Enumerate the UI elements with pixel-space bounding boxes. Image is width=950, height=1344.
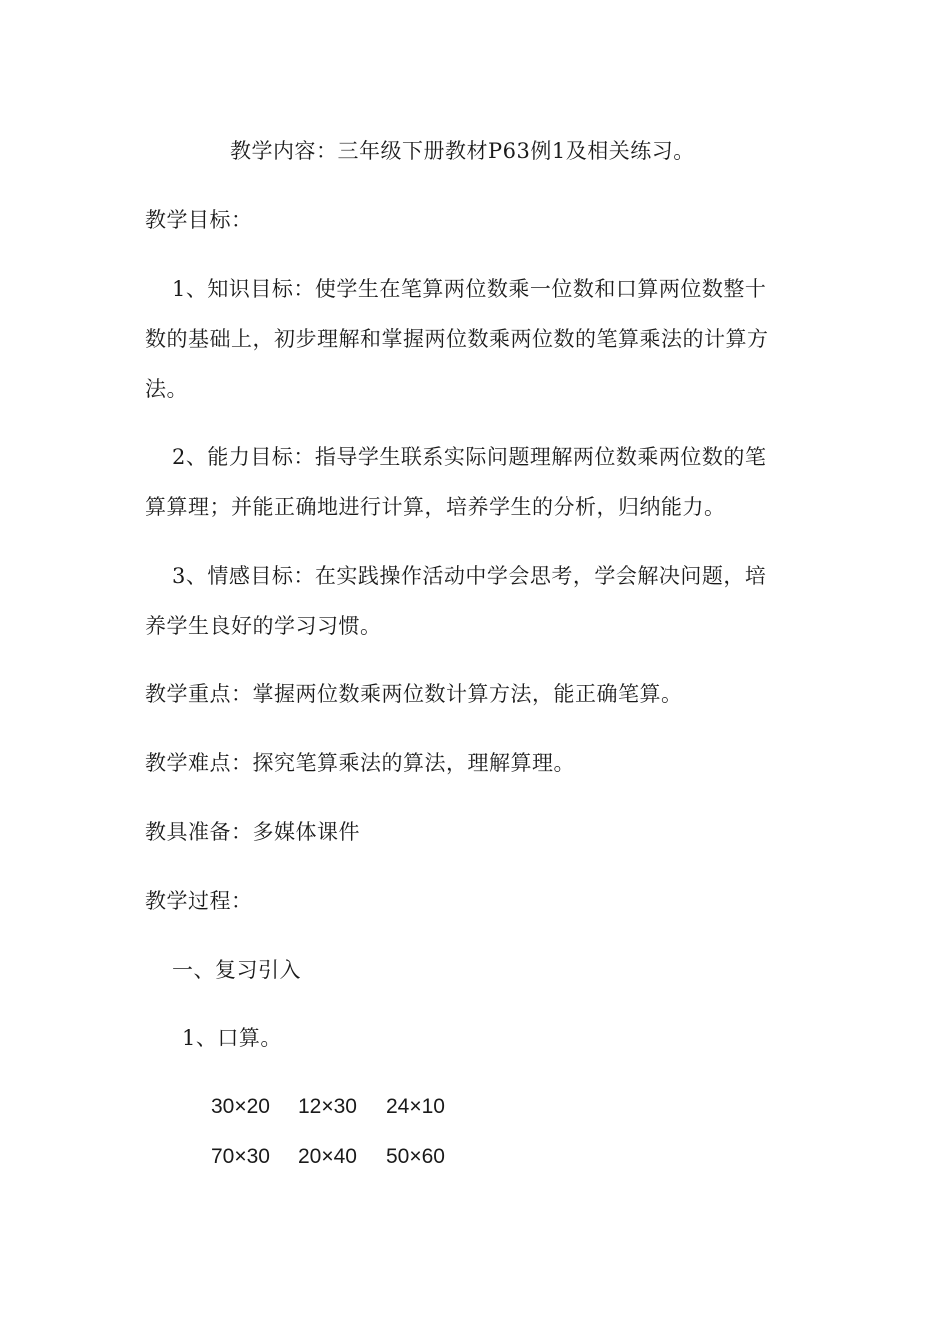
objective-3-line-1: 3、情感目标：在实践操作活动中学会思考，学会解决问题，培 [172,564,767,588]
objective-2-line-1: 2、能力目标：指导学生联系实际问题理解两位数乘两位数的笔 [172,445,767,469]
oral-calc-expression: 20×40 [298,1145,357,1168]
process-heading: 教学过程： [145,889,253,913]
oral-calc-row-2 [211,1143,456,1171]
key-point-line: 教学重点：掌握两位数乘两位数计算方法，能正确笔算。 [145,682,683,706]
section-1-heading: 一、复习引入 [172,958,301,982]
oral-calc-expression: 12×30 [298,1095,357,1118]
oral-calc-expression: 30×20 [211,1095,270,1118]
objective-1-line-3: 法。 [145,377,188,401]
materials-line: 教具准备：多媒体课件 [145,820,360,844]
difficulty-line: 教学难点：探究笔算乘法的算法，理解算理。 [145,751,575,775]
objective-3-line-2: 养学生良好的学习习惯。 [145,614,382,638]
oral-calc-expression: 50×60 [386,1145,445,1168]
objective-1-line-1: 1、知识目标：使学生在笔算两位数乘一位数和口算两位数整十 [172,277,767,301]
oral-calc-row-1 [211,1093,456,1121]
lesson-content-line: 教学内容：三年级下册教材P63例1及相关练习。 [230,139,695,163]
objectives-heading: 教学目标： [145,208,253,232]
objective-1-line-2: 数的基础上，初步理解和掌握两位数乘两位数的笔算乘法的计算方 [145,327,769,351]
objective-2-line-2: 算算理；并能正确地进行计算，培养学生的分析，归纳能力。 [145,495,726,519]
item-1-oral-calc: 1、口算。 [182,1026,282,1050]
oral-calc-expression: 24×10 [386,1095,445,1118]
oral-calc-expression: 70×30 [211,1145,270,1168]
